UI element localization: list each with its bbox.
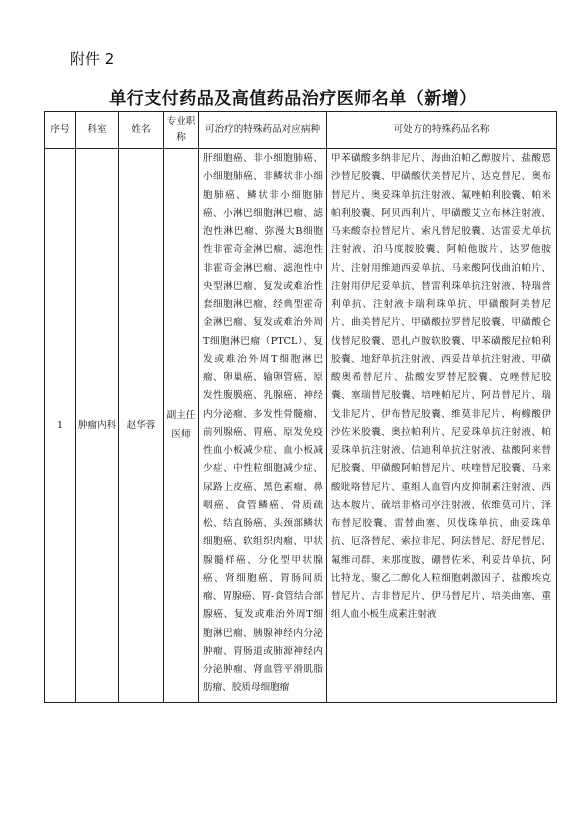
header-index: 序号 [45, 112, 76, 149]
cell-department: 肿瘤内科 [76, 149, 119, 703]
table-row [45, 149, 557, 703]
document-title: 单行支付药品及高值药品治疗医师名单（新增） [109, 89, 477, 109]
physician-table [44, 111, 557, 703]
table-header-row [45, 112, 557, 149]
attachment-label: 附件 2 [70, 50, 115, 68]
cell-title: 副主任医师 [164, 149, 199, 703]
cell-diseases: 肝细胞癌、非小细胞肺癌、小细胞肺癌、非鳞状非小细胞肺癌、鳞状非小细胞肺癌、小淋巴细胞淋巴瘤、滤泡性淋巴瘤、弥漫大B细胞性非霍奇金淋巴瘤、滤泡性非霍奇金淋巴瘤、滤泡性中央型淋巴瘤、复发或难治性套细胞淋巴瘤、经典型霍奇金淋巴瘤、复发或难治外周T细胞淋巴瘤（PTCL）、复发或难治外周T细胞淋巴瘤、卵巢癌、输卵管癌、原发性腹膜癌、乳腺癌、神经内分泌瘤、多发性骨髓瘤、前列腺癌、胃癌、原发免疫性血小板减少症、血小板减少症、中性粒细胞减少症、尿路上皮癌、黑色素瘤、鼻咽癌、食管鳞癌、骨质疏松、结直肠癌、头颈部鳞状细胞癌、软组织肉瘤、甲状腺髓样癌、分化型甲状腺癌、肾细胞癌、胃肠间质瘤、胃腺癌、胃-食管结合部腺癌、复发或难治外周T细胞淋巴瘤、胰腺神经内分泌肿瘤、胃肠道或肺源神经内分泌肿瘤、肾血管平滑肌脂肪瘤、胶质母细胞瘤 [199, 149, 327, 703]
header-name: 姓名 [119, 112, 164, 149]
header-title: 专业职称 [164, 112, 199, 149]
cell-name: 赵华蓉 [119, 149, 164, 703]
header-diseases: 可治疗的特殊药品对应病种 [199, 112, 327, 149]
cell-index: 1 [45, 149, 76, 703]
cell-drugs: 甲苯磺酸多纳非尼片、海曲泊帕乙醇胺片、盐酸恩沙替尼胶囊、甲磺酸伏美替尼片、达克替尼、奥布替尼片、奥妥珠单抗注射液、氟唑帕利胶囊、帕米帕利胶囊、阿贝西利片、甲磺酸艾立布林注射液、马来酸奈拉替尼片、索凡替尼胶囊、达雷妥尤单抗注射液、泊马度胺胶囊、阿帕他胺片、达罗他胺片、注射用维迪西妥单抗、马来酸阿伐曲泊帕片、注射用伊尼妥单抗、替雷利珠单抗注射液、特瑞普利单抗、注射液卡瑞利珠单抗、甲磺酸阿美替尼片、曲美替尼片、甲磺酸拉罗替尼胶囊、甲磺酸仑伐替尼胶囊、恩扎卢胺软胶囊、甲苯磺酸尼拉帕利胶囊、地舒单抗注射液、西妥昔单抗注射液、甲磺酸奥希替尼片、盐酸安罗替尼胶囊、克唑替尼胶囊、塞瑞替尼胶囊、培唑帕尼片、阿昔替尼片、瑞戈非尼片、伊布替尼胶囊、维莫非尼片、枸橼酸伊沙佐米胶囊、奥拉帕利片、尼妥珠单抗注射液、帕妥珠单抗注射液、信迪利单抗注射液、盐酸阿来替尼胶囊、甲磺酸阿帕替尼片、呋喹替尼胶囊、马来酸吡咯替尼片、重组人血管内皮抑制素注射液、西达本胺片、硫培非格司亭注射液、依维莫司片、泽布替尼胶囊、雷替曲塞、贝伐珠单抗、曲妥珠单抗、厄洛替尼、索拉非尼、阿法替尼、舒尼替尼、氟维司群、来那度胺、硼替佐米、利妥昔单抗、阿比特龙、聚乙二醇化人粒细胞刺激因子、盐酸埃克替尼片、吉非替尼片、伊马替尼片、培美曲塞、重组人血小板生成素注射液 [327, 149, 557, 703]
header-drugs: 可处方的特殊药品名称 [327, 112, 557, 149]
header-department: 科室 [76, 112, 119, 149]
